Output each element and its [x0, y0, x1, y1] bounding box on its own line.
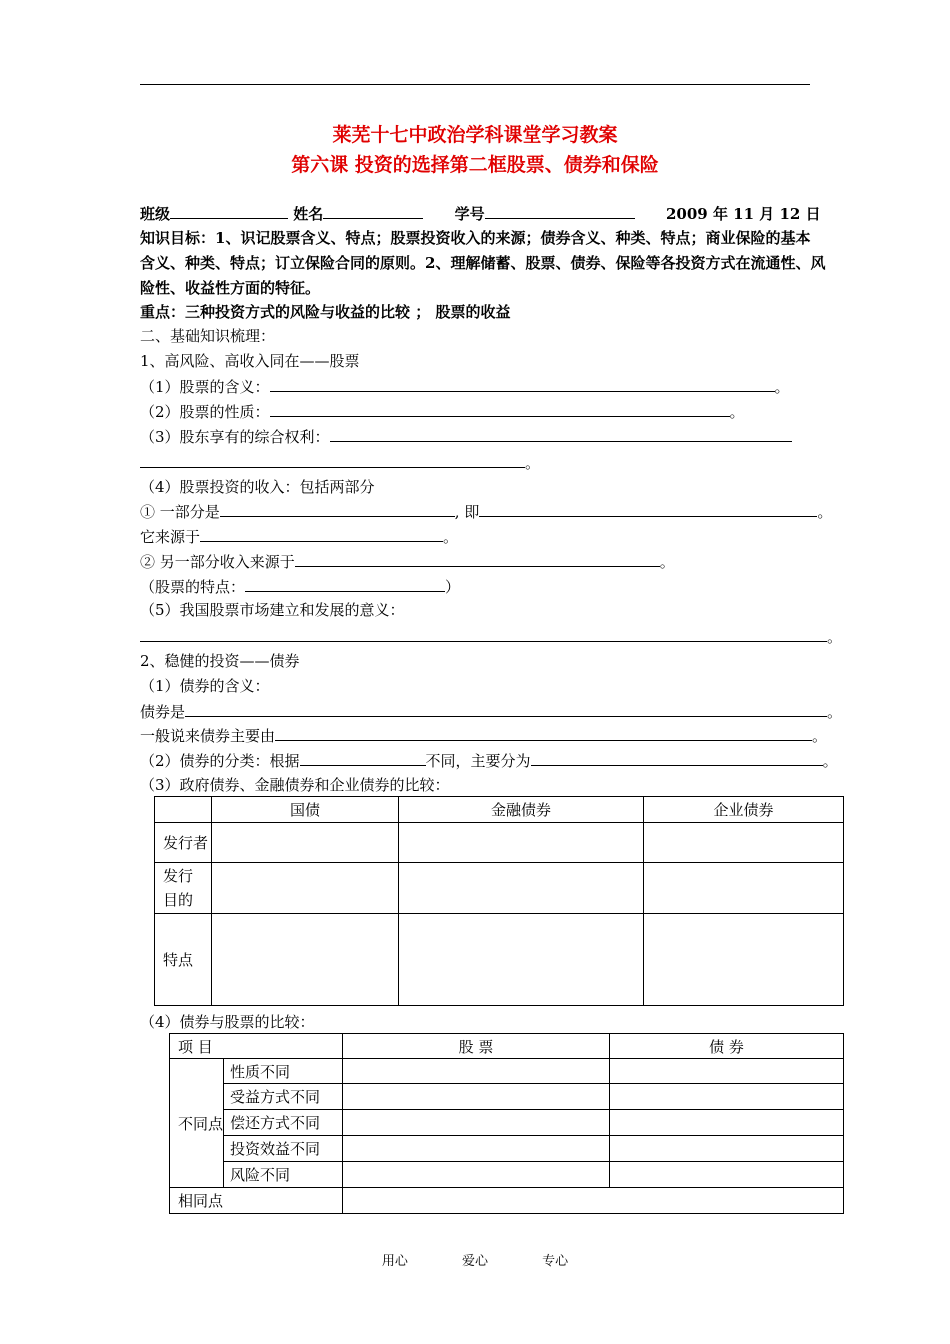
table2-group-label: 不同点	[170, 1059, 224, 1188]
table-cell[interactable]	[399, 863, 644, 914]
table2-row-benefit: 受益方式不同	[224, 1084, 343, 1110]
id-blank	[485, 203, 635, 219]
table2-header-bond: 债 券	[610, 1034, 844, 1059]
table1-corner	[155, 797, 212, 823]
goals-line-2: 含义、种类、特点；订立保险合同的原则。2、理解储蓄、股票、债券、保险等各投资方式在流通性、风	[140, 254, 826, 272]
income-part-2-blank	[295, 551, 660, 567]
table-cell[interactable]	[343, 1110, 610, 1136]
table2-row-risk: 风险不同	[224, 1162, 343, 1188]
shareholder-rights-cont: 。	[140, 452, 540, 473]
table-cell[interactable]	[343, 1188, 844, 1214]
stock-nature: （2）股票的性质： 。	[140, 403, 745, 421]
table2-row-repayment: 偿还方式不同	[224, 1110, 343, 1136]
table-cell[interactable]	[610, 1084, 844, 1110]
table-cell[interactable]	[343, 1136, 610, 1162]
stock-features: （股票的特点： ）	[140, 578, 461, 596]
bond-heading: 2、稳健的投资——债券	[140, 652, 300, 670]
market-significance-answer: 。	[140, 626, 842, 647]
market-significance: （5）我国股票市场建立和发展的意义：	[140, 601, 405, 619]
section-heading: 二、基础知识梳理：	[140, 327, 276, 345]
goals-line-1: 知识目标：1、识记股票含义、特点；股票投资收入的来源；债券含义、种类、特点；商业保险的基本	[140, 229, 811, 247]
bond-meaning: （1）债券的含义：	[140, 677, 270, 695]
table1-header-government: 国债	[212, 797, 399, 823]
income-part-1: ① 一部分是 , 即 。	[140, 503, 833, 521]
lesson-title: 第六课 投资的选择第二框股票、债券和保险	[291, 154, 659, 176]
bond-definition: 债券是 。	[140, 703, 843, 721]
table-cell[interactable]	[399, 823, 644, 863]
date: 2009 年 11 月 12 日	[665, 205, 821, 223]
table-cell[interactable]	[212, 863, 399, 914]
bond-composition-blank	[275, 725, 812, 741]
table-cell[interactable]	[343, 1059, 610, 1084]
bond-definition-blank	[185, 701, 827, 717]
bond-stock-comparison-heading: （4）债券与股票的比较：	[140, 1013, 315, 1031]
goals-line-3: 险性、收益性方面的特征。	[140, 279, 321, 297]
income-part-1-blank	[220, 501, 455, 517]
table2-row-same: 相同点	[170, 1188, 343, 1214]
table-cell[interactable]	[610, 1110, 844, 1136]
bond-types-blank	[531, 750, 823, 766]
name-label: 姓名	[293, 205, 324, 223]
bond-comparison-table	[154, 796, 844, 1006]
table1-row-issuer: 发行者	[155, 823, 212, 863]
table2-row-return: 投资效益不同	[224, 1136, 343, 1162]
table-cell[interactable]	[343, 1084, 610, 1110]
footer-item: 用心	[381, 1254, 408, 1269]
table-cell[interactable]	[610, 1136, 844, 1162]
name-blank	[323, 203, 423, 219]
class-blank	[170, 203, 288, 219]
table1-row-purpose: 发行 目的	[155, 863, 212, 914]
market-significance-blank	[140, 626, 827, 642]
table2-row-nature: 性质不同	[224, 1059, 343, 1084]
shareholder-rights-blank	[330, 426, 792, 442]
bond-classification: （2）债券的分类：根据 不同，主要分为 。	[140, 752, 838, 770]
table1-row-features: 特点	[155, 914, 212, 1006]
stock-heading: 1、高风险、高收入同在——股票	[140, 352, 360, 370]
bond-basis-blank	[300, 750, 426, 766]
table-cell[interactable]	[343, 1162, 610, 1188]
id-label: 学号	[454, 205, 485, 223]
table-cell[interactable]	[644, 823, 844, 863]
table-cell[interactable]	[399, 914, 644, 1006]
stock-nature-blank	[270, 401, 730, 417]
table-cell[interactable]	[610, 1162, 844, 1188]
page-title: 莱芜十七中政治学科课堂学习教案	[332, 124, 618, 146]
header-rule	[140, 84, 810, 85]
shareholder-rights-blank-2	[140, 452, 525, 468]
table-cell[interactable]	[644, 863, 844, 914]
table-cell[interactable]	[212, 823, 399, 863]
bond-stock-table	[169, 1033, 844, 1214]
stock-income: （4）股票投资的收入：包括两部分	[140, 478, 375, 496]
footer-item: 专心	[542, 1254, 569, 1269]
class-label: 班级	[140, 205, 171, 223]
table-cell[interactable]	[610, 1059, 844, 1084]
info-line	[140, 203, 821, 224]
income-part-1-blank-2	[479, 501, 817, 517]
table1-header-financial: 金融债券	[399, 797, 644, 823]
table2-header-item: 项 目	[170, 1034, 343, 1059]
table-cell[interactable]	[644, 914, 844, 1006]
table1-header-corporate: 企业债券	[644, 797, 844, 823]
income-part-2: ② 另一部分收入来源于 。	[140, 553, 675, 571]
key-points: 重点：三种投资方式的风险与收益的比较 ； 股票的收益	[140, 303, 511, 321]
footer-item: 爱心	[461, 1254, 488, 1269]
income-source: 它来源于 。	[140, 528, 459, 546]
stock-features-blank	[245, 576, 445, 592]
shareholder-rights: （3）股东享有的综合权利：	[140, 426, 792, 447]
bond-comparison-heading: （3）政府债券、金融债券和企业债券的比较：	[140, 776, 450, 794]
footer	[0, 1250, 950, 1269]
stock-meaning: （1）股票的含义： 。	[140, 378, 790, 396]
table-cell[interactable]	[212, 914, 399, 1006]
income-source-blank	[200, 526, 443, 542]
bond-composition: 一般说来债券主要由 。	[140, 727, 828, 745]
stock-meaning-blank	[270, 376, 775, 392]
table2-header-stock: 股 票	[343, 1034, 610, 1059]
